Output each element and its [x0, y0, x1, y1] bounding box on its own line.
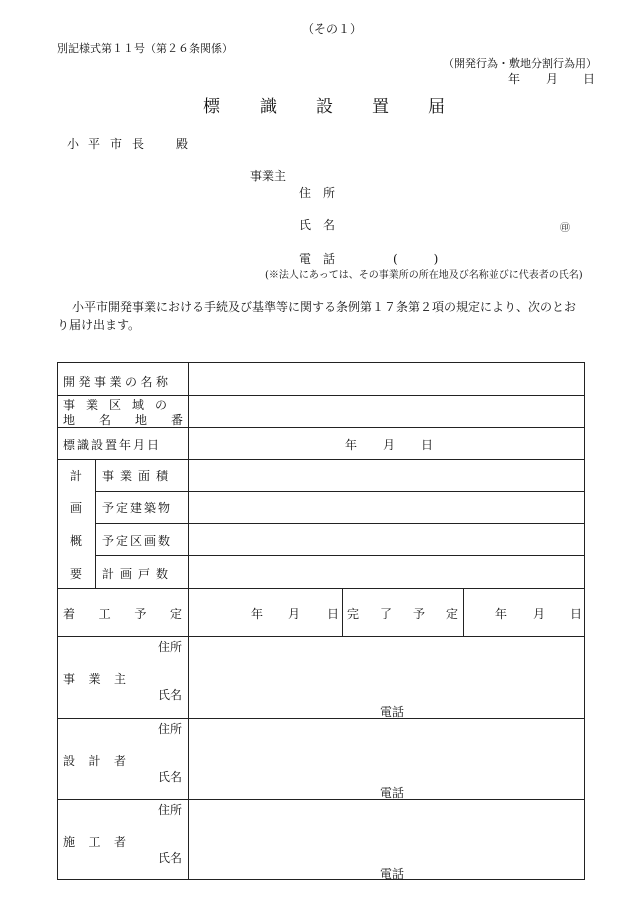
date-day: 日 [583, 72, 596, 86]
completion-label: 完 了 予 定 [347, 607, 458, 621]
start-day: 日 [327, 607, 340, 621]
applicant-name-label: 氏 名 [299, 218, 336, 232]
contractor-name-label: 氏名 [158, 851, 183, 865]
plan-item-units: 計画戸数 [102, 567, 175, 581]
applicant-label: 事業主 [250, 169, 287, 183]
completion-year: 年 [495, 607, 508, 621]
corporate-note: (※法人にあっては、その事業所の所在地及び名称並びに代表者の氏名) [265, 270, 583, 281]
addressee-char: 長 [132, 137, 145, 151]
designer-name-label: 氏名 [158, 770, 183, 784]
body-line-1: 小平市開発事業における手続及び基準等に関する条例第１７条第２項の規定により、次のとお [72, 300, 577, 314]
plan-outline-char: 画 [70, 501, 83, 515]
title-char: 届 [428, 97, 445, 117]
notification-table [57, 362, 585, 880]
contractor-phone-label: 電話 [380, 867, 405, 881]
plan-item-area: 事業面積 [102, 469, 175, 483]
title-char: 設 [316, 97, 333, 117]
developer-address-label: 住所 [158, 640, 183, 654]
area-location-field[interactable] [190, 396, 583, 426]
developer-name-label: 氏名 [158, 688, 183, 702]
sign-date-month: 月 [383, 438, 396, 452]
start-month: 月 [288, 607, 301, 621]
plan-item-lots: 予定区画数 [102, 534, 173, 548]
designer-role-label: 設 計 者 [63, 754, 126, 768]
area-location-label-1: 事業区域の [63, 398, 179, 412]
developer-role-label: 事 業 主 [63, 672, 126, 686]
plan-item-buildings: 予定建築物 [102, 501, 173, 515]
designer-phone-label: 電話 [380, 786, 405, 800]
plan-outline-char: 概 [70, 534, 83, 548]
title-char: 置 [372, 97, 389, 117]
title-char: 標 [203, 97, 220, 117]
designer-address-label: 住所 [158, 722, 183, 736]
applicant-address-label: 住 所 [299, 186, 336, 200]
start-year: 年 [251, 607, 264, 621]
plan-outline-char: 計 [70, 469, 83, 483]
project-name-field[interactable] [190, 364, 583, 394]
contractor-role-label: 施 工 者 [63, 835, 126, 849]
plan-outline-char: 要 [70, 567, 83, 581]
sign-date-year: 年 [345, 438, 358, 452]
area-location-label-2: 地 名 地 番 [63, 413, 183, 427]
developer-phone-label: 電話 [380, 705, 405, 719]
addressee-char: 平 [88, 137, 101, 151]
addressee-char: 殿 [176, 137, 189, 151]
page-number: （その１） [302, 22, 363, 36]
sign-date-day: 日 [421, 438, 434, 452]
applicant-phone-parens: ( ) [393, 252, 439, 266]
contractor-address-label: 住所 [158, 803, 183, 817]
addressee-char: 市 [110, 137, 123, 151]
date-month: 月 [546, 72, 559, 86]
sign-date-label: 標識設置年月日 [63, 438, 162, 452]
body-line-2: り届け出ます。 [57, 318, 141, 332]
form-number: 別記様式第１１号（第２６条関係） [57, 42, 233, 55]
project-name-label: 開発事業の名称 [63, 375, 172, 389]
start-label: 着 工 予 定 [63, 607, 182, 621]
completion-month: 月 [533, 607, 546, 621]
applicant-phone-label: 電 話 [299, 252, 336, 266]
seal-mark: ㊞ [560, 223, 570, 234]
completion-day: 日 [570, 607, 583, 621]
usage-note: （開発行為・敷地分割行為用） [443, 57, 597, 70]
title-char: 識 [260, 97, 277, 117]
date-year: 年 [508, 72, 521, 86]
addressee-char: 小 [67, 137, 80, 151]
